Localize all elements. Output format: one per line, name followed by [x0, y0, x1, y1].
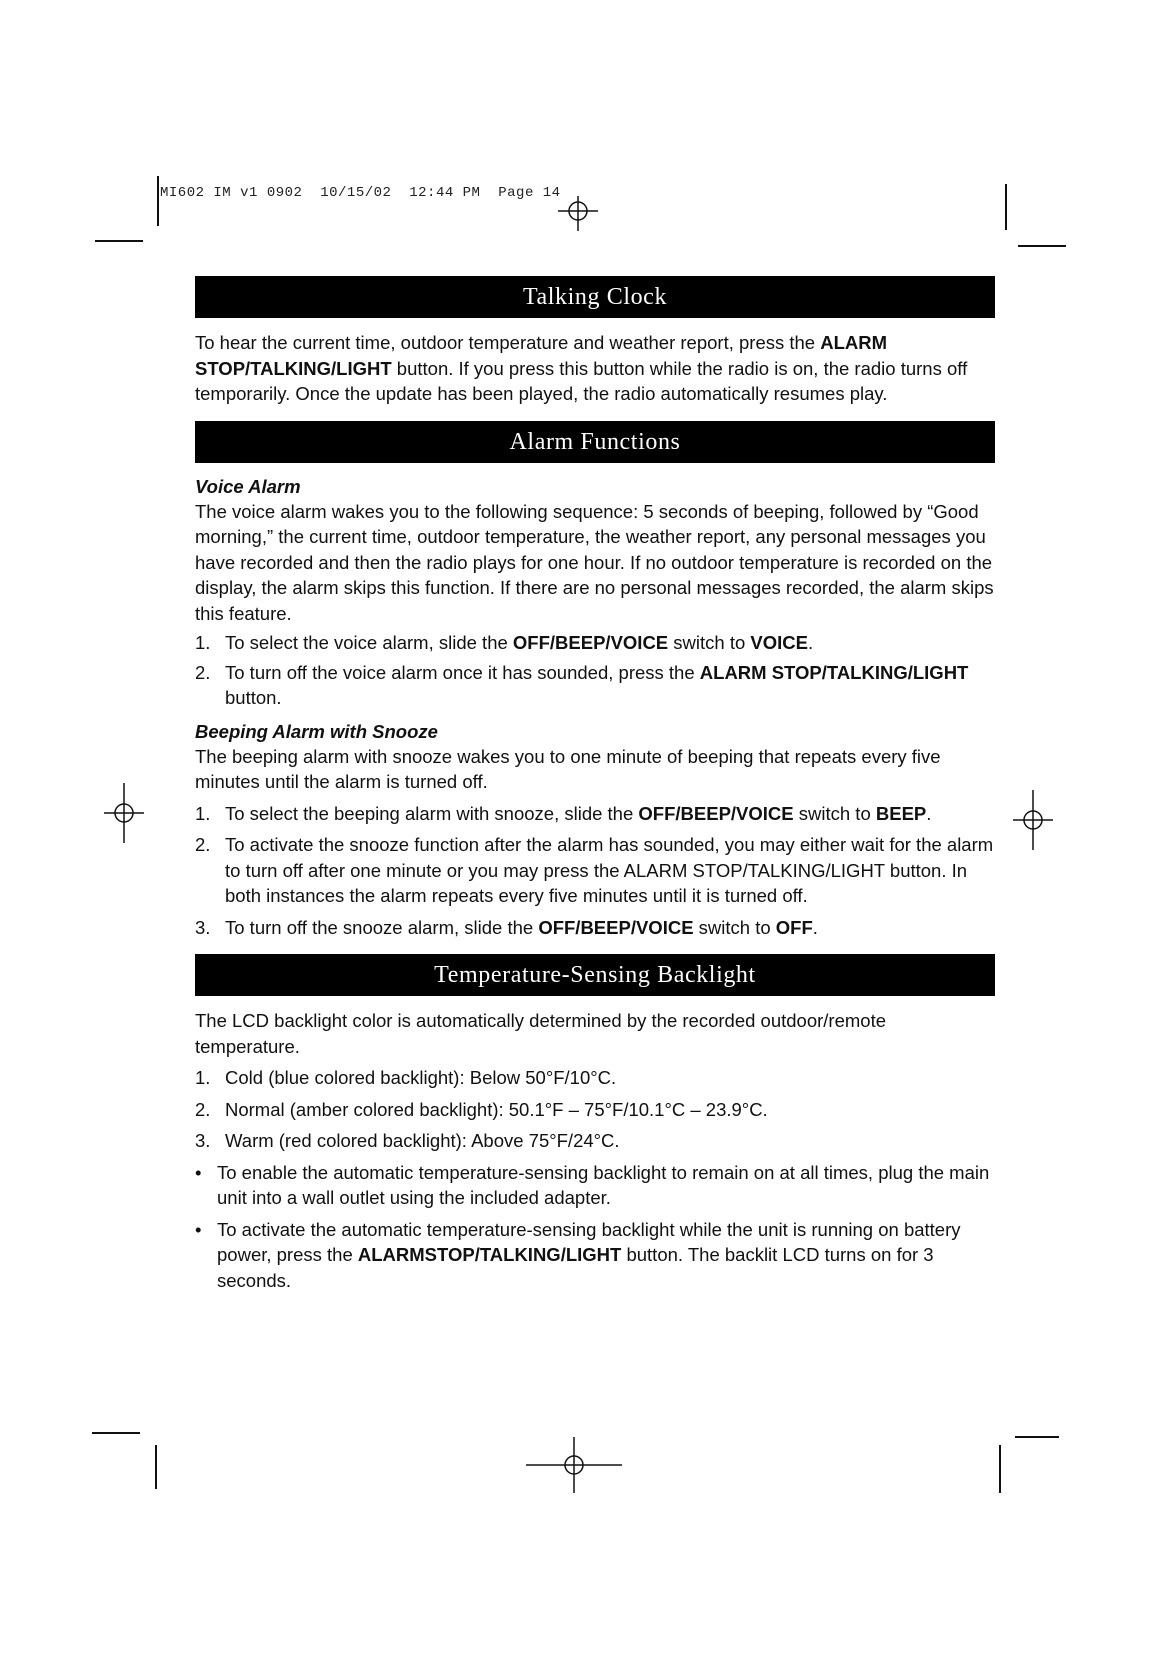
crop-mark-top-right-horizontal — [1018, 245, 1066, 247]
crop-mark-top-right-vertical — [1005, 184, 1007, 230]
registration-mark-right — [1013, 790, 1053, 830]
registration-mark-bottom — [526, 1437, 622, 1493]
section-heading-backlight: Temperature-Sensing Backlight — [195, 954, 995, 996]
section-heading-talking-clock: Talking Clock — [195, 276, 995, 318]
crop-mark-bottom-left-vertical — [155, 1445, 157, 1489]
list-item: 2. Normal (amber colored backlight): 50.1°F – 75°F/10.1°C – 23.9°C. — [195, 1098, 768, 1120]
list-item: 3. To turn off the snooze alarm, slide the OFF/BEEP/VOICE switch to OFF. — [195, 916, 818, 938]
list-item: 2. To activate the snooze function after the alarm has sounded, you may either wait for the alarm to turn off after one minute or you may press the ALARM STOP/TALKING/LIGHT button. In both instances the alarm repeats every five minutes until it is turned off. — [195, 834, 994, 906]
page-content — [195, 276, 995, 1293]
crop-mark-bottom-right-horizontal — [1015, 1436, 1059, 1438]
crop-mark-bottom-left-horizontal — [92, 1432, 140, 1434]
talking-clock-paragraph: To hear the current time, outdoor temperature and weather report, press the ALARM STOP/TALKING/LIGHT button. If you press this button while the radio is on, the radio turns off temporarily. Once the update has been played, the radio automatically resumes play. — [195, 332, 968, 404]
list-item: • To activate the automatic temperature-sensing backlight while the unit is running on battery power, press the ALARMSTOP/TALKING/LIGHT button. The backlit LCD turns on for 3 seconds. — [195, 1218, 961, 1291]
list-item: 3. Warm (red colored backlight): Above 75°F/24°C. — [195, 1130, 620, 1151]
beeping-alarm-intro: The beeping alarm with snooze wakes you to one minute of beeping that repeats every five minutes until the alarm is turned off. — [195, 745, 941, 792]
print-slug: MI602 IM v1 0902 10/15/02 12:44 PM Page 14 — [160, 185, 561, 201]
backlight-levels — [195, 1065, 995, 1154]
crop-mark-bottom-right-vertical — [999, 1445, 1001, 1493]
beeping-alarm-steps — [195, 801, 995, 941]
list-item: 1. To select the beeping alarm with snooze, slide the OFF/BEEP/VOICE switch to BEEP. — [195, 802, 932, 824]
registration-mark-top — [558, 191, 598, 231]
list-item: • To enable the automatic temperature-sensing backlight to remain on at all times, plug the main unit into a wall outlet using the included adapter. — [195, 1161, 990, 1208]
list-item: 1. To select the voice alarm, slide the OFF/BEEP/VOICE switch to VOICE. — [195, 632, 814, 653]
section-heading-alarm-functions: Alarm Functions — [195, 421, 995, 463]
voice-alarm-steps — [195, 630, 995, 711]
crop-mark-top-left-horizontal — [95, 240, 143, 242]
backlight-notes — [195, 1160, 995, 1294]
voice-alarm-intro: The voice alarm wakes you to the following sequence: 5 seconds of beeping, followed by “Good morning,” the current time, outdoor temperature, the weather report, any personal messages you have recorded and then the radio plays for one hour. If no outdoor temperature is recorded on the display, the alarm skips this function. If there are no personal messages recorded, the alarm skips this feature. — [195, 500, 994, 624]
registration-mark-left — [104, 783, 144, 823]
subheading-voice-alarm: Voice Alarm — [195, 475, 301, 497]
list-item: 1. Cold (blue colored backlight): Below 50°F/10°C. — [195, 1067, 617, 1088]
list-item: 2. To turn off the voice alarm once it has sounded, press the ALARM STOP/TALKING/LIGHT button. — [195, 661, 969, 708]
subheading-beeping-alarm: Beeping Alarm with Snooze — [195, 720, 438, 742]
backlight-intro: The LCD backlight color is automatically determined by the recorded outdoor/remote temperature. — [195, 1010, 887, 1057]
crop-mark-top-left-vertical — [157, 176, 159, 226]
